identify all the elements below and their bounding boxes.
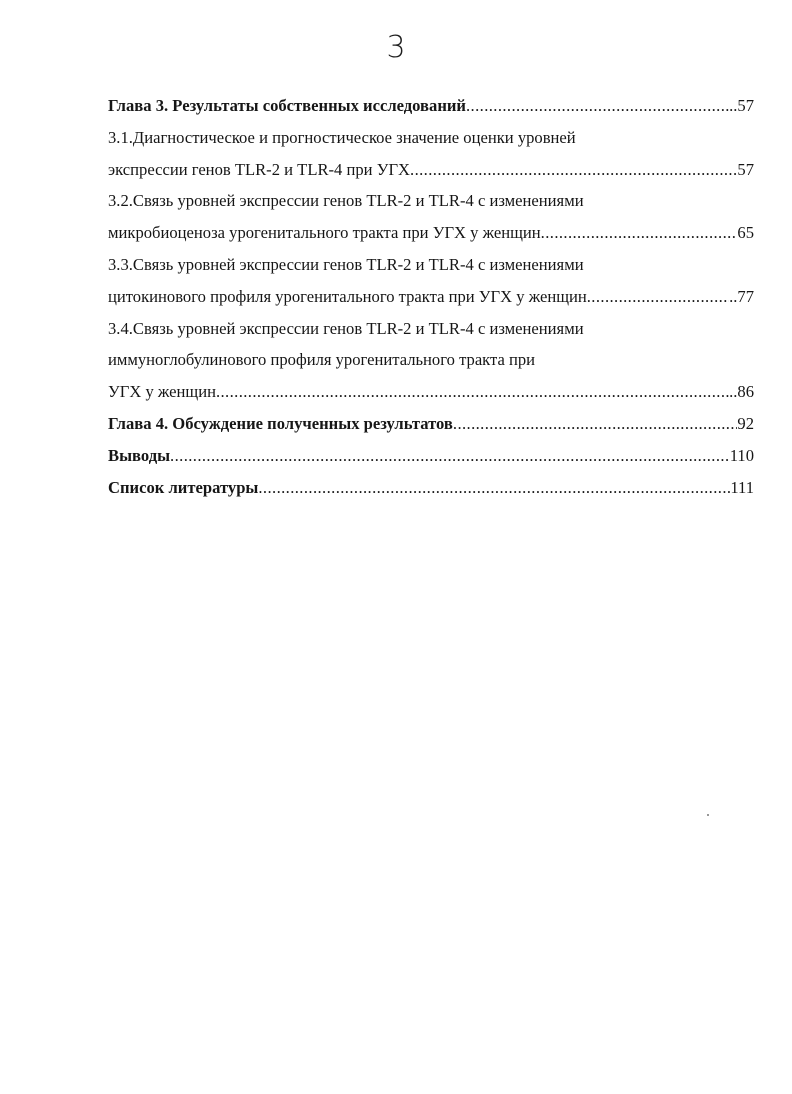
toc-entry-title: Выводы [108,445,171,465]
dot-leader [541,221,738,253]
toc-entry-section-3-1-line-1 [108,126,754,158]
toc-entry-section-3-3-line-2 [108,285,754,317]
toc-entry-title: 3.4.Связь уровней экспрессии генов TLR-2 и TLR-4 с изменениями [108,318,584,338]
toc-entry-page: 111 [730,477,754,497]
dot-leader [410,158,737,190]
toc-entry-chapter-4 [108,412,754,444]
toc-entry-title: 3.3.Связь уровней экспрессии генов TLR-2 и TLR-4 с изменениями [108,254,584,274]
toc-entry-title: Список литературы [108,477,259,497]
dot-leader [216,380,729,412]
dot-leader [466,94,729,126]
toc-entry-page: 92 [737,413,754,433]
toc-entry-title: экспрессии генов TLR-2 и TLR-4 при УГХ [108,159,411,179]
toc-entry-title: иммуноглобулинового профиля урогенитального тракта при [108,350,536,370]
toc-entry-section-3-1-line-2 [108,158,754,190]
toc-entry-page: ..86 [729,382,754,402]
toc-entry-title: Глава 3. Результаты собственных исследований [108,96,466,115]
scan-speck [707,814,709,816]
toc-entry-page: ..77 [729,286,754,306]
toc-entry-title: Глава 4. Обсуждение полученных результатов [108,413,453,433]
page-number: 3 [386,30,406,65]
toc-entry-title: микробиоценоза урогенитального тракта при УГХ у женщин [108,223,541,243]
toc-entry-section-3-4-line-3 [108,380,754,412]
dot-leader [258,476,730,508]
table-of-contents [108,94,754,507]
dot-leader [587,285,729,317]
toc-entry-title: УГХ у женщин [108,382,216,402]
toc-entry-section-3-4-line-2 [108,348,754,380]
toc-entry-references [108,476,754,508]
toc-entry-page: ..57 [729,96,754,115]
toc-entry-title: цитокинового профиля урогенитального тракта при УГХ у женщин [108,286,587,306]
toc-entry-page: 65 [737,223,754,243]
toc-entry-section-3-4-line-1 [108,317,754,349]
dot-leader [170,444,730,476]
toc-entry-conclusions [108,444,754,476]
toc-entry-section-3-3-line-1 [108,253,754,285]
toc-entry-section-3-2-line-2 [108,221,754,253]
dot-leader [453,412,738,444]
toc-entry-title: 3.2.Связь уровней экспрессии генов TLR-2 и TLR-4 с изменениями [108,191,584,211]
toc-entry-page: 110 [729,445,754,465]
toc-entry-title: 3.1.Диагностическое и прогностическое значение оценки уровней [108,127,576,147]
toc-entry-section-3-2-line-1 [108,189,754,221]
toc-entry-chapter-3 [108,94,754,126]
toc-entry-page: 57 [737,159,754,179]
